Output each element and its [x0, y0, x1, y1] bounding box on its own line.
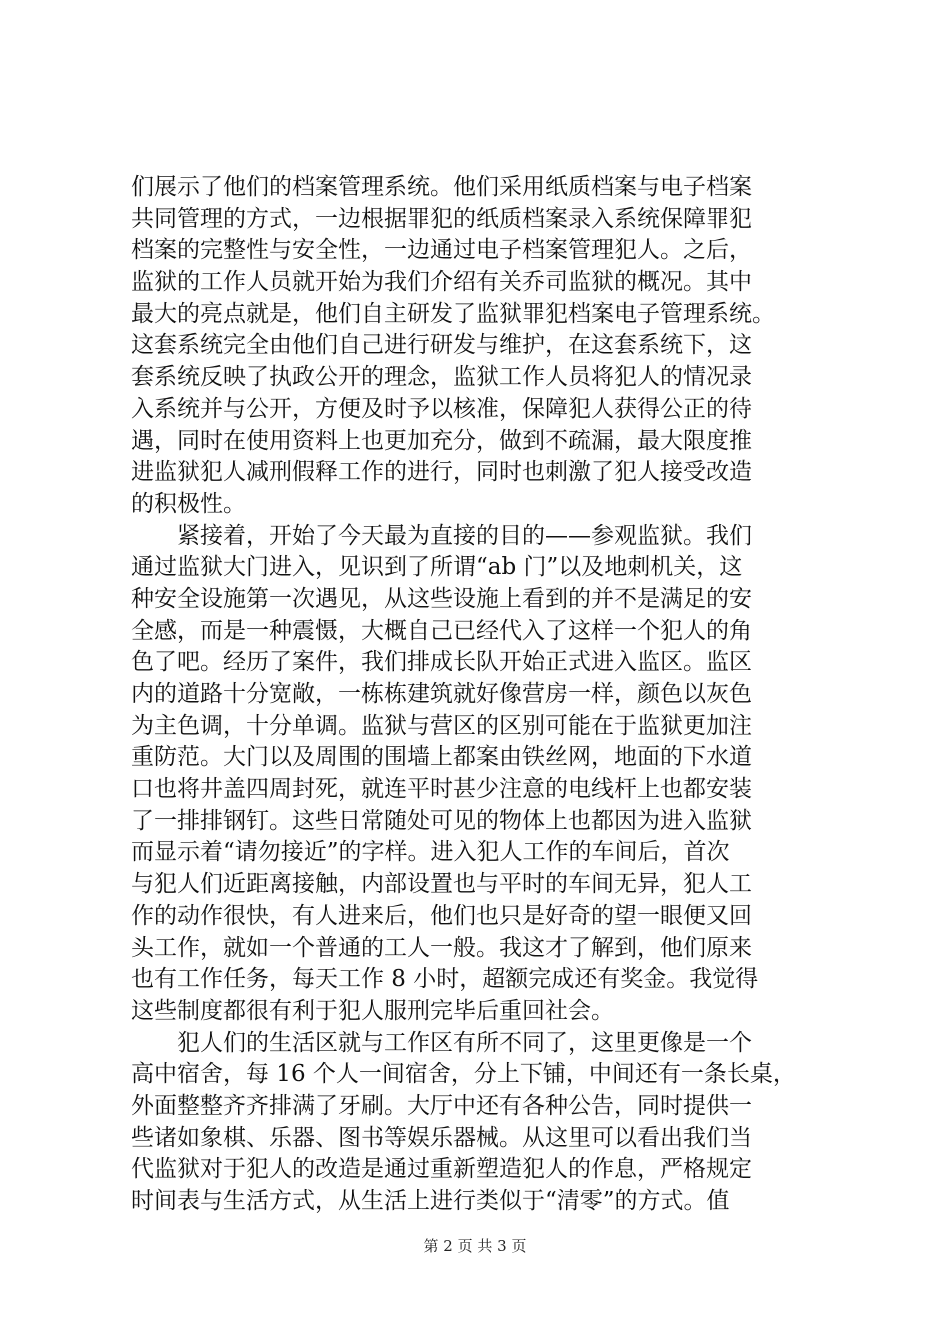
text-line: 监狱的工作人员就开始为我们介绍有关乔司监狱的概况。其中	[131, 269, 752, 296]
text-line: 进监狱犯人减刑假释工作的进行，同时也刺激了犯人接受改造	[131, 459, 752, 486]
body-text	[131, 172, 831, 1218]
text-line: 与犯人们近距离接触，内部设置也与平时的车间无异，犯人工	[131, 871, 752, 898]
text-line: 色了吧。经历了案件，我们排成长队开始正式进入监区。监区	[131, 649, 752, 676]
text-line: 通过监狱大门进入，见识到了所谓“ab 门”以及地刺机关，这	[131, 554, 743, 581]
text-line: 入系统并与公开，方便及时予以核准，保障犯人获得公正的待	[131, 395, 752, 422]
text-line: 重防范。大门以及周围的围墙上都案由铁丝网，地面的下水道	[131, 744, 752, 771]
text-line: 口也将井盖四周封死，就连平时甚少注意的电线杆上也都安装	[131, 776, 752, 803]
text-line: 为主色调，十分单调。监狱与营区的区别可能在于监狱更加注	[131, 712, 752, 739]
text-line: 代监狱对于犯人的改造是通过重新塑造犯人的作息，严格规定	[131, 1156, 752, 1183]
page-number-label: 第 2 页 共 3 页	[423, 1237, 527, 1255]
text-line: 内的道路十分宽敞，一栋栋建筑就好像营房一样，颜色以灰色	[131, 681, 752, 707]
paragraph-start-line: 紧接着，开始了今天最为直接的目的——参观监狱。我们	[177, 522, 752, 549]
text-line: 种安全设施第一次遇见，从这些设施上看到的并不是满足的安	[131, 585, 752, 612]
text-line: 档案的完整性与安全性，一边通过电子档案管理犯人。之后，	[131, 237, 752, 264]
text-line: 作的动作很快，有人进来后，他们也只是好奇的望一眼便又回	[131, 902, 752, 929]
text-line: 时间表与生活方式，从生活上进行类似于“清零”的方式。值	[131, 1188, 730, 1214]
text-line: 全感，而是一种震慑，大概自己已经代入了这样一个犯人的角	[131, 617, 752, 644]
text-line: 外面整整齐齐排满了牙刷。大厅中还有各种公告，同时提供一	[131, 1092, 752, 1119]
text-line: 头工作，就如一个普通的工人一般。我这才了解到，他们原来	[131, 934, 752, 961]
text-line: 也有工作任务，每天工作 8 小时，超额完成还有奖金。我觉得	[131, 966, 759, 993]
text-line: 的积极性。	[131, 490, 246, 517]
text-line: 共同管理的方式，一边根据罪犯的纸质档案录入系统保障罪犯	[131, 205, 752, 232]
text-line: 套系统反映了执政公开的理念，监狱工作人员将犯人的情况录	[131, 364, 752, 391]
page-footer	[0, 1236, 950, 1256]
text-line: 这套系统完全由他们自己进行研发与维护，在这套系统下，这	[131, 332, 752, 359]
text-line: 些诸如象棋、乐器、图书等娱乐器械。从这里可以看出我们当	[131, 1124, 752, 1151]
text-line: 最大的亮点就是，他们自主研发了监狱罪犯档案电子管理系统。	[131, 300, 775, 327]
paragraph-start-line: 犯人们的生活区就与工作区有所不同了，这里更像是一个	[177, 1029, 752, 1056]
text-line: 们展示了他们的档案管理系统。他们采用纸质档案与电子档案	[131, 174, 752, 200]
text-line: 这些制度都很有利于犯人服刑完毕后重回社会。	[131, 997, 614, 1024]
text-line: 了一排排钢钉。这些日常随处可见的物体上也都因为进入监狱	[131, 807, 752, 834]
text-line: 遇，同时在使用资料上也更加充分，做到不疏漏，最大限度推	[131, 427, 752, 454]
text-line: 而显示着“请勿接近”的字样。进入犯人工作的车间后，首次	[131, 839, 730, 866]
text-line: 高中宿舍，每 16 个人一间宿舍，分上下铺，中间还有一条长桌，	[131, 1061, 796, 1088]
